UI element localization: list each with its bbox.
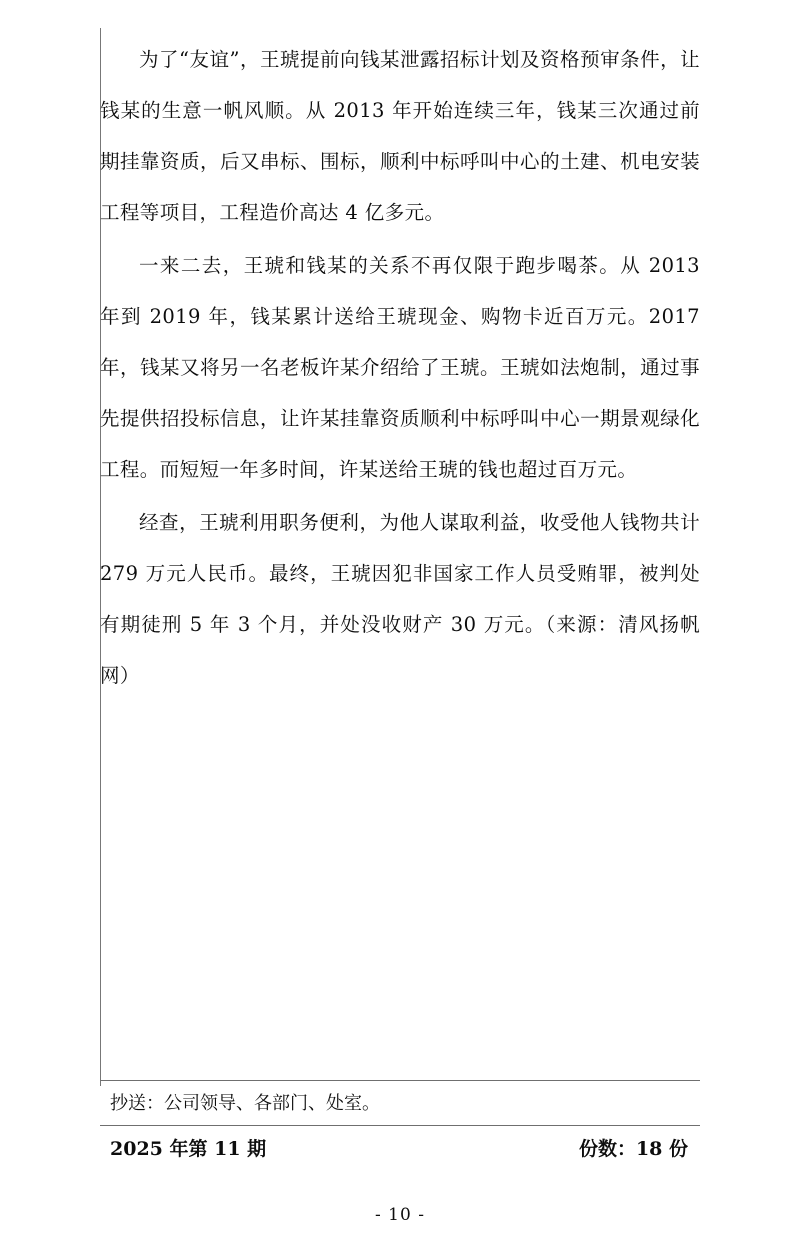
paragraph: 经查，王琥利用职务便利，为他人谋取利益，收受他人钱物共计 279 万元人民币。最终，王琥因犯非国家工作人员受贿罪，被判处有期徒刑 5 年 3 个月，并处没收财产 30 万元。（来源：清风扬帆网） [100,511,700,687]
distribution-line: 抄送：公司领导、各部门、处室。 [110,1093,380,1114]
footer-meta-row [100,1126,700,1161]
document-footer [100,1080,700,1161]
page-number: - 10 - [375,1205,425,1225]
paragraph: 为了“友谊”，王琥提前向钱某泄露招标计划及资格预审条件，让钱某的生意一帆风顺。从 2013 年开始连续三年，钱某三次通过前期挂靠资质，后又串标、围标，顺利中标呼叫中心的土建、机电安装工程等项目，工程造价高达 4 亿多元。 [100,48,700,224]
copies-label: 份数：18 份 [578,1138,688,1160]
issue-label: 2025 年第 11 期 [110,1138,267,1160]
paragraph: 一来二去，王琥和钱某的关系不再仅限于跑步喝茶。从 2013 年到 2019 年，钱某累计送给王琥现金、购物卡近百万元。2017 年，钱某又将另一名老板许某介绍给了王琥。王琥如法炮制，通过事先提供招投标信息，让许某挂靠资质顺利中标呼叫中心一期景观绿化工程。而短短一年多时间，许某送给王琥的钱也超过百万元。 [100,254,700,481]
document-body [100,34,700,703]
